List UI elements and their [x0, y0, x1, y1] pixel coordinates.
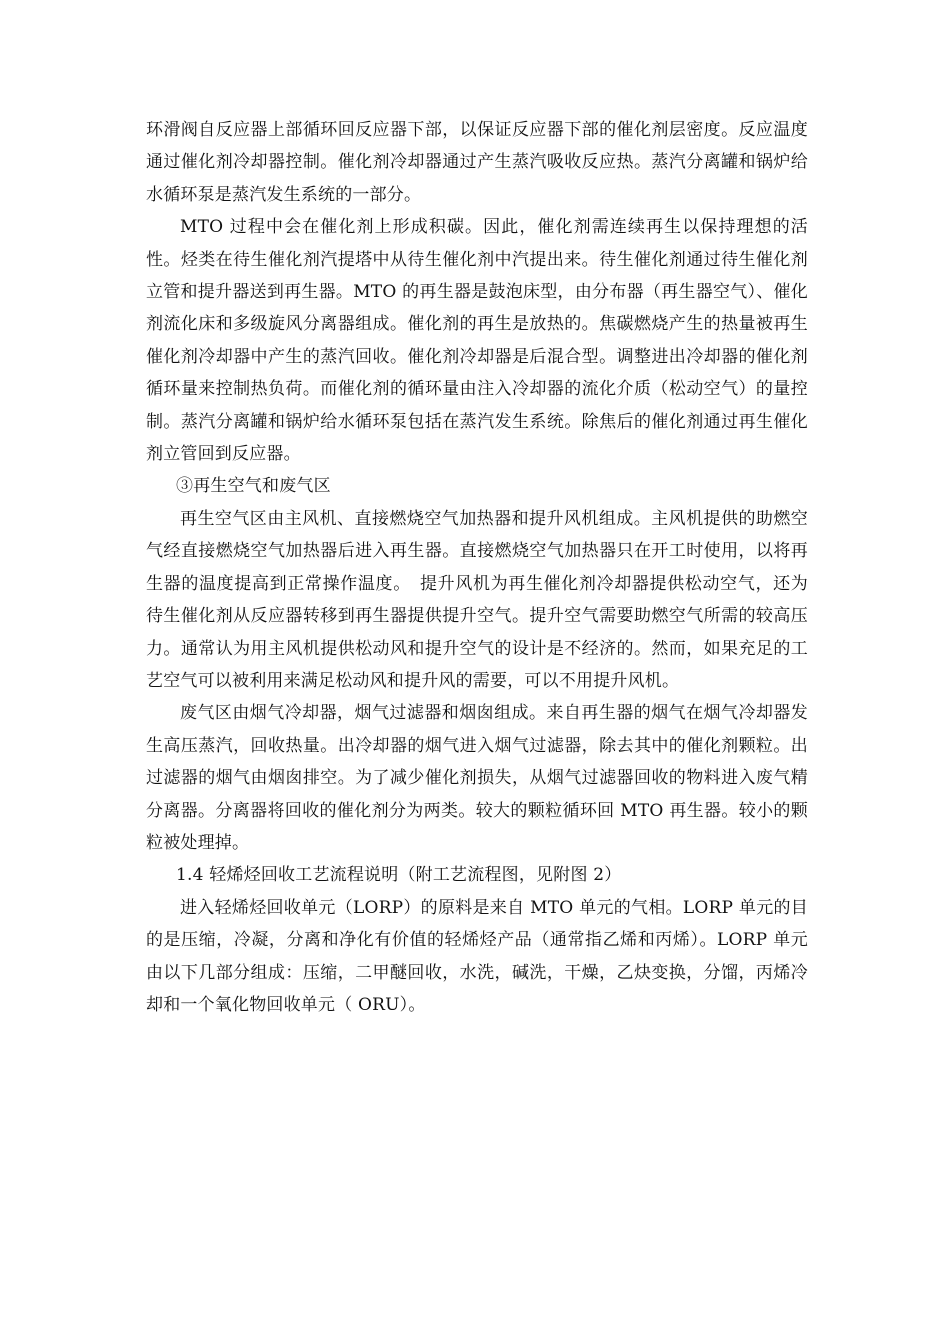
paragraph-continuation: 环滑阀自反应器上部循环回反应器下部，以保证反应器下部的催化剂层密度。反应温度通过催化剂冷却器控制。催化剂冷却器通过产生蒸汽吸收反应热。蒸汽分离罐和锅炉给水循环泵是蒸汽发生系统的一部分。: [146, 120, 808, 205]
section-heading-olefin-recovery: 1.4 轻烯烃回收工艺流程说明（附工艺流程图，见附图 2）: [176, 865, 622, 886]
document-body: [146, 114, 808, 1021]
section-heading-regeneration-air: ③再生空气和废气区: [176, 476, 331, 497]
paragraph-olefin-recovery: 进入轻烯烃回收单元（LORP）的原料是来自 MTO 单元的气相。LORP 单元的目的是压缩，冷凝，分离和净化有价值的轻烯烃产品（通常指乙烯和丙烯）。LORP 单元由以下几部分组成：压缩，二甲醚回收，水洗，碱洗，干燥，乙炔变换，分馏，丙烯冷却和一个氧化物回收单元（ ORU）。: [146, 897, 808, 1015]
paragraph-regeneration-air: 再生空气区由主风机、直接燃烧空气加热器和提升风机组成。主风机提供的助燃空气经直接燃烧空气加热器后进入再生器。直接燃烧空气加热器只在开工时使用，以将再生器的温度提高到正常操作温度。 提升风机为再生催化剂冷却器提供松动空气，还为待生催化剂从反应器转移到再生器提供提升空气。提升空气需要助燃空气所需的较高压力。通常认为用主风机提供松动风和提升空气的设计是不经济的。然而，如果充足的工艺空气可以被利用来满足松动风和提升风的需要，可以不用提升风机。: [146, 508, 808, 691]
paragraph-catalyst-regeneration: MTO 过程中会在催化剂上形成积碳。因此，催化剂需连续再生以保持理想的活性。烃类在待生催化剂汽提塔中从待生催化剂中汽提出来。待生催化剂通过待生催化剂立管和提升器送到再生器。MTO 的再生器是鼓泡床型，由分布器（再生器空气）、催化剂流化床和多级旋风分离器组成。催化剂的再生是放热的。焦碳燃烧产生的热量被再生催化剂冷却器中产生的蒸汽回收。催化剂冷却器是后混合型。调整进出冷却器的催化剂循环量来控制热负荷。而催化剂的循环量由注入冷却器的流化介质（松动空气）的量控制。蒸汽分离罐和锅炉给水循环泵包括在蒸汽发生系统。除焦后的催化剂通过再生催化剂立管回到反应器。: [146, 217, 808, 465]
paragraph-flue-gas: 废气区由烟气冷却器，烟气过滤器和烟囱组成。来自再生器的烟气在烟气冷却器发生高压蒸汽，回收热量。出冷却器的烟气进入烟气过滤器，除去其中的催化剂颗粒。出过滤器的烟气由烟囱排空。为了减少催化剂损失，从烟气过滤器回收的物料进入废气精分离器。分离器将回收的催化剂分为两类。较大的颗粒循环回 MTO 再生器。较小的颗粒被处理掉。: [146, 703, 808, 853]
